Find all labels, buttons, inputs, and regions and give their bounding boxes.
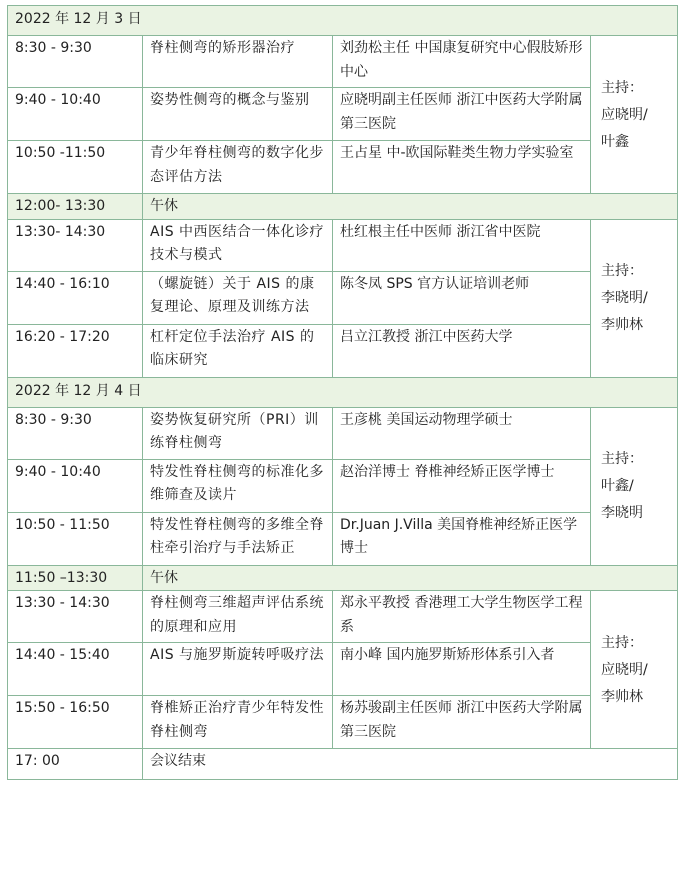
end-time: 17: 00: [8, 749, 143, 780]
session-row: [8, 407, 678, 459]
host-line: 主持：: [601, 634, 643, 651]
session-row: [8, 591, 678, 643]
host-line: 叶鑫: [601, 133, 629, 150]
host-line: 叶鑫/: [601, 478, 634, 494]
date-header-row: [8, 6, 678, 36]
session-time: 16:20 - 17:20: [8, 324, 143, 377]
host-line: 应晓明/: [601, 106, 648, 123]
session-time: 8:30 - 9:30: [8, 36, 143, 88]
session-row: [8, 141, 678, 194]
session-host: [591, 219, 678, 377]
session-speaker: 杨苏骏副主任医师 浙江中医药大学附属第三医院: [333, 696, 591, 749]
session-row: [8, 643, 678, 696]
session-speaker: Dr.Juan J.Villa 美国脊椎神经矫正医学博士: [333, 512, 591, 565]
session-topic: 脊椎矫正治疗青少年特发性脊柱侧弯: [143, 696, 333, 749]
date-header-row: [8, 377, 678, 407]
host-line: 主持：: [601, 263, 643, 279]
session-row: [8, 459, 678, 512]
lunch-break-row: [8, 565, 678, 591]
session-speaker: 赵治洋博士 脊椎神经矫正医学博士: [333, 459, 591, 512]
session-speaker: 南小峰 国内施罗斯矫形体系引入者: [333, 643, 591, 696]
session-topic: 脊柱侧弯三维超声评估系统的原理和应用: [143, 591, 333, 643]
session-speaker: 王彦桃 美国运动物理学硕士: [333, 407, 591, 459]
session-host: [591, 591, 678, 749]
session-time: 13:30- 14:30: [8, 219, 143, 271]
break-label: 午休: [143, 194, 678, 220]
session-time: 10:50 -11:50: [8, 141, 143, 194]
session-time: 14:40 - 15:40: [8, 643, 143, 696]
session-topic: 特发性脊柱侧弯的标准化多维筛查及读片: [143, 459, 333, 512]
break-time: 11:50 –13:30: [8, 565, 143, 591]
session-speaker: 王占星 中-欧国际鞋类生物力学实验室: [333, 141, 591, 194]
session-time: 8:30 - 9:30: [8, 407, 143, 459]
host-line: 李帅林: [601, 688, 643, 705]
conference-schedule-table: [7, 5, 677, 780]
lunch-break-row: [8, 194, 678, 220]
session-topic: 姿势性侧弯的概念与鉴别: [143, 88, 333, 141]
session-host: [591, 36, 678, 194]
session-topic: 青少年脊柱侧弯的数字化步态评估方法: [143, 141, 333, 194]
session-time: 13:30 - 14:30: [8, 591, 143, 643]
session-speaker: 杜红根主任中医师 浙江省中医院: [333, 219, 591, 271]
break-label: 午休: [143, 565, 678, 591]
session-row: [8, 88, 678, 141]
host-line: 主持：: [601, 451, 643, 467]
session-topic: 脊柱侧弯的矫形器治疗: [143, 36, 333, 88]
session-row: [8, 36, 678, 88]
session-speaker: 应晓明副主任医师 浙江中医药大学附属第三医院: [333, 88, 591, 141]
session-topic: AIS 与施罗斯旋转呼吸疗法: [143, 643, 333, 696]
session-topic: 姿势恢复研究所（PRI）训练脊柱侧弯: [143, 407, 333, 459]
session-topic: 杠杆定位手法治疗 AIS 的临床研究: [143, 324, 333, 377]
session-speaker: 吕立江教授 浙江中医药大学: [333, 324, 591, 377]
host-line: 李晓明/: [601, 290, 648, 306]
host-line: 李晓明: [601, 505, 643, 521]
host-line: 应晓明/: [601, 661, 648, 678]
session-host: [591, 407, 678, 565]
date-header: 2022 年 12 月 3 日: [8, 6, 678, 36]
break-time: 12:00- 13:30: [8, 194, 143, 220]
session-topic: （螺旋链）关于 AIS 的康复理论、原理及训练方法: [143, 271, 333, 324]
session-topic: AIS 中西医结合一体化诊疗技术与模式: [143, 219, 333, 271]
end-row: [8, 749, 678, 780]
session-speaker: 刘劲松主任 中国康复研究中心假肢矫形中心: [333, 36, 591, 88]
session-time: 14:40 - 16:10: [8, 271, 143, 324]
session-row: [8, 324, 678, 377]
session-topic: 特发性脊柱侧弯的多维全脊柱牵引治疗与手法矫正: [143, 512, 333, 565]
session-row: [8, 271, 678, 324]
host-line: 李帅林: [601, 317, 643, 333]
session-row: [8, 512, 678, 565]
session-time: 10:50 - 11:50: [8, 512, 143, 565]
session-time: 15:50 - 16:50: [8, 696, 143, 749]
host-line: 主持：: [601, 79, 643, 96]
date-header: 2022 年 12 月 4 日: [8, 377, 678, 407]
session-row: [8, 696, 678, 749]
session-time: 9:40 - 10:40: [8, 88, 143, 141]
session-speaker: 郑永平教授 香港理工大学生物医学工程系: [333, 591, 591, 643]
session-time: 9:40 - 10:40: [8, 459, 143, 512]
session-speaker: 陈冬凤 SPS 官方认证培训老师: [333, 271, 591, 324]
end-label: 会议结束: [143, 749, 678, 780]
session-row: [8, 219, 678, 271]
